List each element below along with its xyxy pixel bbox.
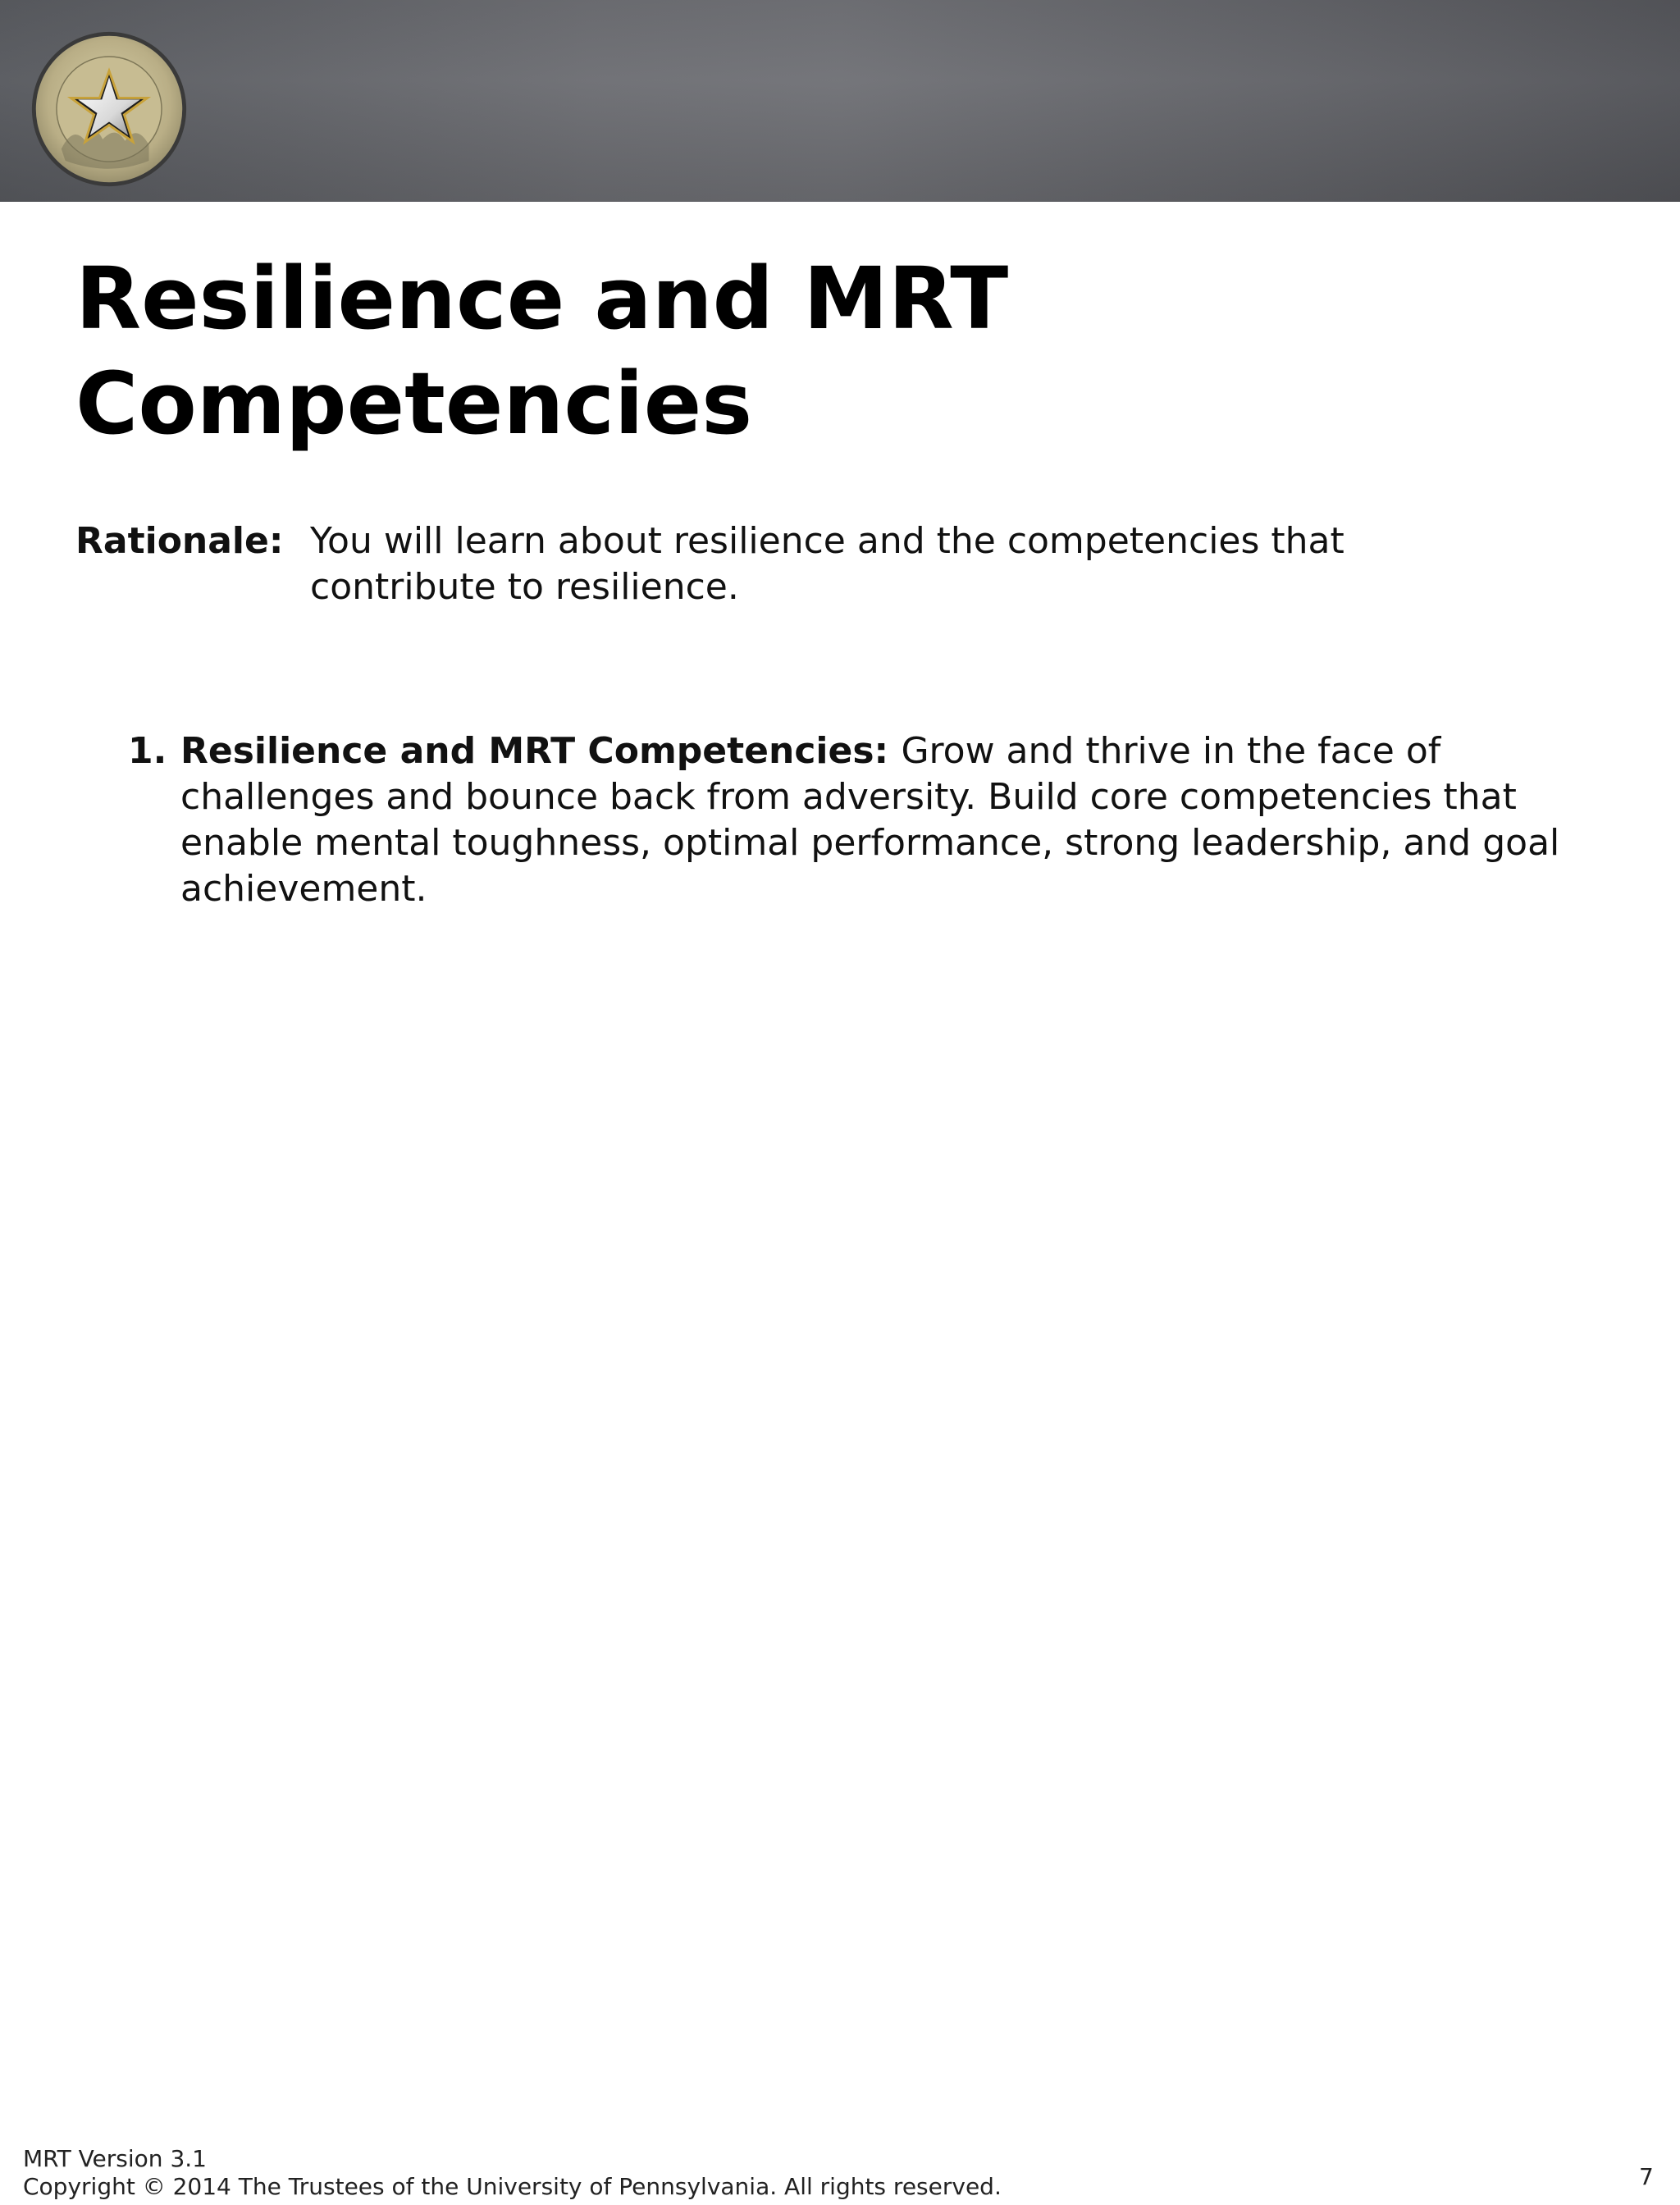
army-star-seal-icon [30,30,189,189]
objective-text: Grow and thrive in the face of challenges and bounce back from adversity. Build core competencies that enable mental toughness, optimal performance, strong leadership, and goal achievement. [180,730,1560,910]
objective-number: 1. [128,730,167,772]
objective-body [180,728,1575,912]
rationale-text: You will learn about resilience and the competencies that contribute to resilience. [310,520,1344,608]
objective-title: Resilience and MRT Competencies: [180,730,902,772]
footer-copyright: Copyright © 2014 The Trustees of the University of Pennsylvania. All rights reserved. [23,2173,1002,2200]
rationale-label: Rationale: [75,520,284,562]
page-number: 7 [1639,2163,1654,2190]
footer-version: MRT Version 3.1 [23,2145,207,2172]
page-title: Resilience and MRT Competencies [75,249,1009,454]
header-band [0,0,1680,202]
